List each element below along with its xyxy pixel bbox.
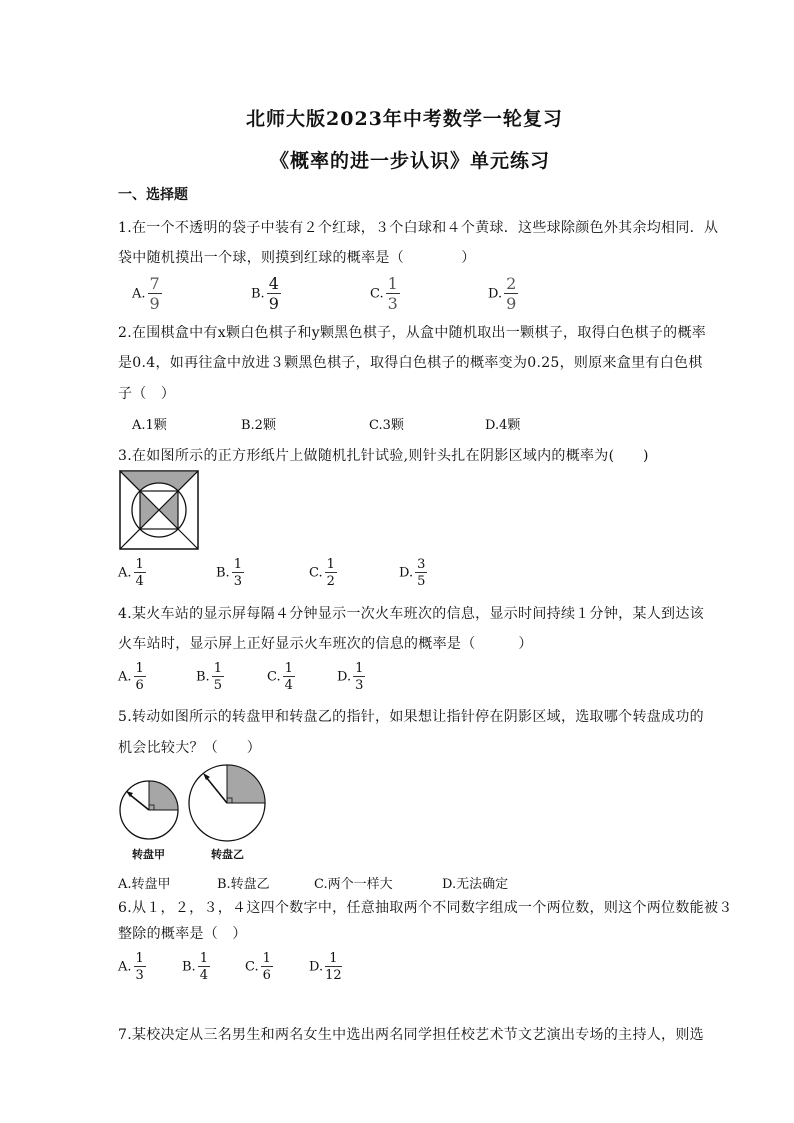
numerator: 1 <box>135 661 144 676</box>
option-label: C. <box>267 669 281 685</box>
fraction <box>212 662 224 692</box>
numerator: 4 <box>268 274 279 293</box>
option-label: B. <box>251 286 265 302</box>
numerator: 1 <box>199 951 208 966</box>
option-label: C. <box>370 286 384 302</box>
fraction <box>267 276 281 312</box>
denominator: 5 <box>213 678 222 693</box>
numerator: 1 <box>326 557 335 572</box>
q2-text-line2: 是0.4，如再往盒中放进３颗黑色棋子，取得白色棋子的概率变为0.25，则原来盒里有白色棋 <box>118 355 703 371</box>
option-label: A. <box>118 959 132 975</box>
denominator: 3 <box>387 294 398 313</box>
denominator: 6 <box>262 968 271 983</box>
q2-text-line1: 2.在围棋盒中有x颗白色棋子和y颗黑色棋子，从盒中随机取出一颗棋子，取得白色棋子的概率 <box>118 325 707 341</box>
numerator: 1 <box>262 951 271 966</box>
denominator: 4 <box>284 678 293 693</box>
option-label: A. <box>132 286 146 302</box>
denominator: 3 <box>355 678 364 693</box>
q6-option-c <box>245 952 273 982</box>
numerator: 1 <box>135 557 144 572</box>
denominator: 4 <box>135 574 144 589</box>
fraction <box>134 662 146 692</box>
q2-text-line3: 子（ ） <box>118 386 176 402</box>
fraction <box>232 558 244 588</box>
numerator: 1 <box>284 661 293 676</box>
denominator: 9 <box>149 294 160 313</box>
q3-option-c <box>309 558 337 588</box>
option-label: C. <box>309 565 323 581</box>
option-label: D. <box>309 959 324 975</box>
q5-spinners-figure <box>115 762 275 844</box>
numerator: 1 <box>325 952 342 967</box>
q3-square-figure <box>119 470 199 550</box>
option-label: B. <box>196 669 210 685</box>
q1-text-line1: 1.在一个不透明的袋子中装有２个红球，３个白球和４个黄球．这些球除颜色外其余均相同．从 <box>118 220 719 236</box>
title-line-2: 《概率的进一步认识》单元练习 <box>270 150 551 172</box>
q3-option-d <box>399 558 427 588</box>
denominator: 6 <box>135 678 144 693</box>
fraction <box>134 952 146 982</box>
fraction <box>325 558 337 588</box>
title-line-1: 北师大版2023年中考数学一轮复习 <box>246 108 563 130</box>
denominator: 9 <box>268 294 279 313</box>
q6-option-d <box>309 952 342 982</box>
option-label: D. <box>399 565 414 581</box>
denominator: 5 <box>417 574 426 589</box>
option-label: A. <box>118 669 132 685</box>
q5-option-a: A.转盘甲 <box>118 877 171 892</box>
q6-text-line1: 6.从１，２，３，４这四个数字中，任意抽取两个不同数字组成一个两位数，则这个两位数能被３ <box>118 900 733 916</box>
q5-option-b: B.转盘乙 <box>217 877 270 892</box>
fraction <box>415 558 427 588</box>
q5-text-line2: 机会比较大？（ ） <box>118 740 261 756</box>
fraction <box>504 276 518 312</box>
fraction <box>283 662 295 692</box>
spinner-a <box>120 781 178 839</box>
q1-option-d <box>488 276 518 312</box>
denominator: 12 <box>325 968 342 983</box>
numerator: 2 <box>506 274 517 293</box>
q2-option-b: B.2颗 <box>241 418 276 433</box>
q6-option-a <box>118 952 146 982</box>
numerator: 1 <box>387 274 398 293</box>
q4-text-line1: 4.某火车站的显示屏每隔４分钟显示一次火车班次的信息，显示时间持续１分钟，某人到达该 <box>118 606 704 622</box>
spinner-b <box>189 765 265 841</box>
q7-text-line1: 7.某校决定从三名男生和两名女生中选出两名同学担任校艺术节文艺演出专场的主持人，则选 <box>118 1027 704 1043</box>
option-label: D. <box>337 669 352 685</box>
q4-text-line2: 火车站时，显示屏上正好显示火车班次的信息的概率是（ ） <box>118 636 533 652</box>
spinner-a-label: 转盘甲 <box>132 848 165 861</box>
section-heading: 一、选择题 <box>118 187 188 203</box>
fraction <box>148 276 162 312</box>
q4-option-b <box>196 662 224 692</box>
spinner-b-label: 转盘乙 <box>211 848 244 861</box>
q2-option-d: D.4颗 <box>485 418 521 433</box>
fraction <box>134 558 146 588</box>
option-label: A. <box>118 565 132 581</box>
fraction <box>353 662 365 692</box>
numerator: 1 <box>135 951 144 966</box>
q1-option-b <box>251 276 281 312</box>
numerator: 1 <box>233 557 242 572</box>
q4-option-a <box>118 662 146 692</box>
q6-text-line2: 整除的概率是（ ） <box>118 926 247 942</box>
q5-option-d: D.无法确定 <box>442 877 509 892</box>
fraction <box>386 276 400 312</box>
numerator: 7 <box>149 274 160 293</box>
numerator: 1 <box>355 661 364 676</box>
q3-text-line1: 3.在如图所示的正方形纸片上做随机扎针试验,则针头扎在阴影区域内的概率为( ) <box>118 448 649 464</box>
fraction <box>325 952 342 982</box>
q5-text-line1: 5.转动如图所示的转盘甲和转盘乙的指针，如果想让指针停在阴影区域，选取哪个转盘成功的 <box>118 709 704 725</box>
q1-option-c <box>370 276 400 312</box>
q3-option-a <box>118 558 146 588</box>
q6-option-b <box>182 952 210 982</box>
denominator: 2 <box>326 574 335 589</box>
q5-option-c: C.两个一样大 <box>314 877 393 892</box>
q4-option-c <box>267 662 295 692</box>
q1-option-a <box>132 276 162 312</box>
denominator: 4 <box>199 968 208 983</box>
denominator: 3 <box>233 574 242 589</box>
q4-option-d <box>337 662 365 692</box>
q1-text-line2: 袋中随机摸出一个球，则摸到红球的概率是（ ） <box>118 250 476 266</box>
q3-option-b <box>216 558 244 588</box>
denominator: 9 <box>506 294 517 313</box>
option-label: C. <box>245 959 259 975</box>
fraction <box>261 952 273 982</box>
denominator: 3 <box>135 968 144 983</box>
numerator: 1 <box>213 661 222 676</box>
fraction <box>198 952 210 982</box>
option-label: D. <box>488 286 503 302</box>
option-label: B. <box>182 959 196 975</box>
numerator: 3 <box>417 557 426 572</box>
q2-option-c: C.3颗 <box>369 418 404 433</box>
spinner-a-shaded-quarter <box>149 781 178 810</box>
option-label: B. <box>216 565 230 581</box>
q2-option-a: A.1颗 <box>132 418 167 433</box>
spinner-b-shaded-quarter <box>227 765 265 803</box>
